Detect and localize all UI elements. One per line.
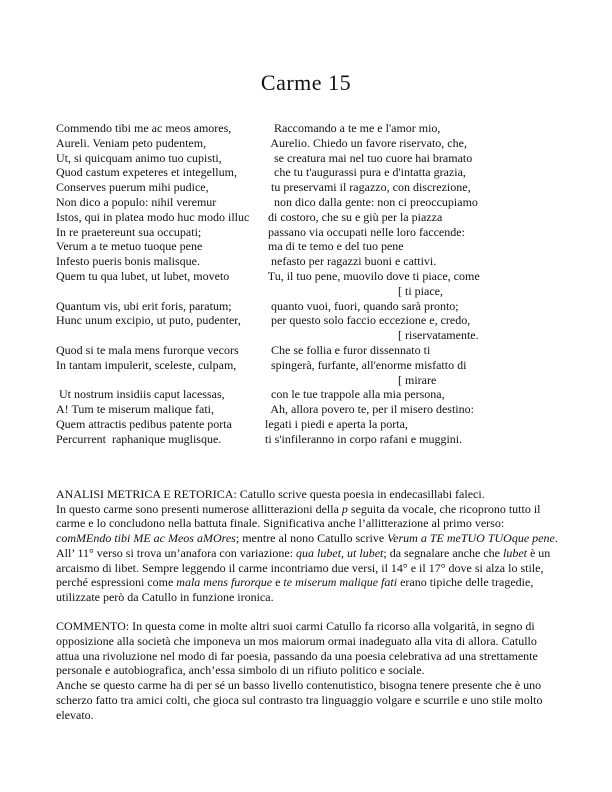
italian-continuation: [ ti piace, xyxy=(398,283,443,298)
italian-verse: con le tue trappole alla mia persona, xyxy=(262,387,445,402)
italian-verse: Tu, il tuo pene, muovilo dove ti piace, come xyxy=(262,268,480,283)
italian-verse: se creatura mai nel tuo cuore hai bramato xyxy=(262,150,473,165)
analysis-italic: lubet xyxy=(502,545,527,560)
latin-verse: Percurrent raphanique muglisque. xyxy=(56,431,222,446)
italian-verse: tu preservami il ragazzo, con discrezione, xyxy=(262,180,471,195)
poem-line xyxy=(56,210,576,225)
commentary-section xyxy=(56,487,561,737)
poem-line xyxy=(56,299,576,314)
poem-line xyxy=(56,239,576,254)
commento-paragraph xyxy=(56,619,561,722)
analysis-italic: comMEndo tibi ME ac Meos aMOres xyxy=(56,531,236,546)
italian-verse: spingerà, furfante, all'enorme misfatto di xyxy=(262,357,467,372)
poem-line xyxy=(56,417,576,432)
italian-verse: Ah, allora povero te, per il misero destino: xyxy=(262,402,474,417)
italian-verse: legati i piedi e aperta la porta, xyxy=(262,416,408,431)
latin-verse: Quod castum expeteres et integellum, xyxy=(56,165,237,180)
poem-line xyxy=(56,284,576,299)
latin-verse: Verum a te metuo tuoque pene xyxy=(56,239,203,254)
latin-verse xyxy=(56,328,262,343)
analysis-paragraph xyxy=(56,487,561,605)
latin-verse: Ut nostrum insidiis caput lacessas, xyxy=(56,387,225,402)
italian-continuation: [ riservatamente. xyxy=(398,328,479,343)
poem-line xyxy=(56,313,576,328)
poem-line xyxy=(56,358,576,373)
analysis-text: ; mentre al nono Catullo scrive xyxy=(235,531,388,546)
italian-verse: nefasto per ragazzi buoni e cattivi. xyxy=(262,254,437,269)
analysis-text: erano tipiche delle tragedie, utilizzate però da Catullo in funzione ironica. xyxy=(56,575,534,604)
analysis-text: ; da segnalare anche che xyxy=(383,545,503,560)
poem-line xyxy=(56,165,576,180)
italian-verse: non dico dalla gente: non ci preoccupiamo xyxy=(262,194,478,209)
latin-verse: Ut, si quicquam animo tuo cupisti, xyxy=(56,150,222,165)
latin-verse: Hunc unum excipio, ut puto, pudenter, xyxy=(56,313,241,328)
commento-text: Anche se questo carme ha di per sé un basso livello contenutistico, bisogna tenere presente che è uno scherzo fatto tra amici colti, che gioca sul contrasto tra linguaggio volgare e scurrile e uno stile molto elevato. xyxy=(56,678,543,722)
latin-verse: Aureli. Veniam peto pudentem, xyxy=(56,135,207,150)
latin-verse xyxy=(56,373,262,388)
poem-line xyxy=(56,387,576,402)
analysis-text: è un arcaismo di libet. Sempre leggendo il carme incontriamo due versi, il 14° e il 17° dove si alza lo stile, perché espressioni come xyxy=(56,545,551,590)
latin-verse: Quem attractis pedibus patente porta xyxy=(56,416,232,431)
latin-verse: Quem tu qua lubet, ut lubet, moveto xyxy=(56,268,230,283)
latin-verse: Commendo tibi me ac meos amores, xyxy=(56,121,232,135)
poem-line xyxy=(56,402,576,417)
poem-line xyxy=(56,195,576,210)
italian-verse: che tu t'augurassi pura e d'intatta grazia, xyxy=(262,165,466,180)
poem-line xyxy=(56,343,576,358)
italian-verse: ti s'infileranno in corpo rafani e muggini. xyxy=(262,431,463,446)
latin-verse: Istos, qui in platea modo huc modo illuc xyxy=(56,209,250,224)
analysis-text: seguita da vocale, che ricoprono tutto il carme e lo concludono nella battuta finale. Significativa anche l’allitterazione al primo verso: xyxy=(56,501,541,531)
latin-verse: A! Tum te miserum malique fati, xyxy=(56,402,214,417)
commento-text: COMMENTO: In questa come in molte altri suoi carmi Catullo fa ricorso alla volgarità, in segno di opposizione alla società che imponeva un mos maiorum ormai inadeguato alla vita di allora. Catullo attua una rivoluzione nel modo di far poesia, passando da una poesia celebrativa ad una strettamente personale e autobiografica, anch’essa simbolo di un rifiuto politico e sociale. xyxy=(56,619,538,678)
analysis-italic: te miserum malique fati xyxy=(283,575,398,590)
latin-verse: Infesto pueris bonis malisque. xyxy=(56,254,200,269)
analysis-text: In questo carme sono presenti numerose allitterazioni della xyxy=(56,501,342,516)
poem-line xyxy=(56,180,576,195)
poem-line xyxy=(56,136,576,151)
latin-verse xyxy=(56,284,262,299)
italian-verse: di costoro, che su e giù per la piazza xyxy=(262,209,443,224)
poem-line xyxy=(56,225,576,240)
page-title: Carme 15 xyxy=(260,70,352,95)
italian-verse: Che se follia e furor dissennato ti xyxy=(262,342,431,357)
latin-verse: Quod si te mala mens furorque vecors xyxy=(56,342,239,357)
italian-verse: ma di te temo e del tuo pene xyxy=(262,239,404,254)
poem-line xyxy=(56,269,576,284)
italian-verse: Raccomando a te me e l'amor mio, xyxy=(262,121,441,135)
italian-verse: quanto vuoi, fuori, quando sarà pronto; xyxy=(262,298,459,313)
italian-verse: passano via occupati nelle loro faccende: xyxy=(262,224,465,239)
latin-verse: Quantum vis, ubi erit foris, paratum; xyxy=(56,298,232,313)
poem-columns xyxy=(56,121,576,447)
latin-verse: Non dico a populo: nihil veremur xyxy=(56,194,217,209)
poem-line xyxy=(56,432,576,447)
poem-line xyxy=(56,121,576,136)
analysis-text: e xyxy=(272,575,284,590)
analysis-text: . All’ 11° verso si trova un’anafora con variazione: xyxy=(56,531,558,560)
poem-line xyxy=(56,254,576,269)
poem-line xyxy=(56,151,576,166)
italian-verse: per questo solo faccio eccezione e, credo, xyxy=(262,313,471,328)
italian-continuation: [ mirare xyxy=(398,372,437,387)
latin-verse: Conserves puerum mihi pudice, xyxy=(56,180,209,195)
analysis-italic: Verum a TE meTUO TUOque pene xyxy=(387,531,555,546)
italian-verse: Aurelio. Chiedo un favore riservato, che, xyxy=(262,135,467,150)
analysis-italic: mala mens furorque xyxy=(176,575,273,590)
poem-line xyxy=(56,373,576,388)
latin-verse: In tantam impulerit, sceleste, culpam, xyxy=(56,357,237,372)
analysis-italic: p xyxy=(341,501,348,516)
latin-verse: In re praetereunt sua occupati; xyxy=(56,224,202,239)
poem-line xyxy=(56,328,576,343)
analysis-italic: qua lubet, ut lubet xyxy=(296,545,384,560)
analysis-heading-line: ANALISI METRICA E RETORICA: Catullo scrive questa poesia in endecasillabi faleci. xyxy=(56,487,485,501)
